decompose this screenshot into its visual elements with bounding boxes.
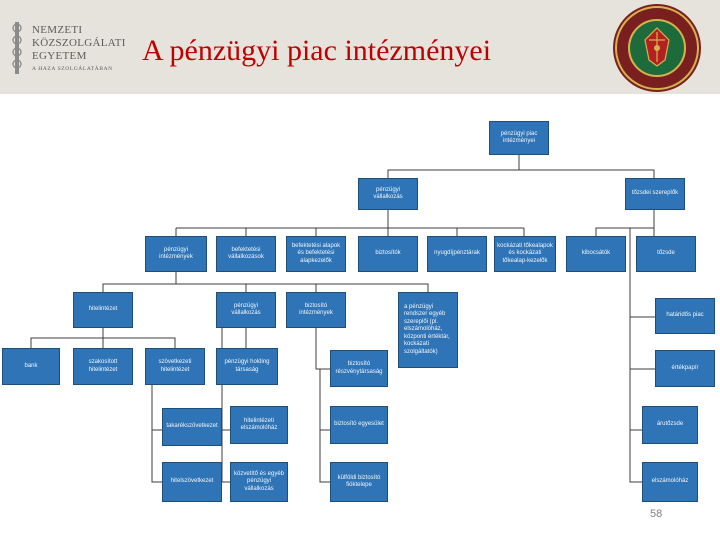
node-penzugyi-vallalkozas-top: pénzügyi vállalkozás <box>358 178 418 210</box>
node-befektetesi-alapok: befektetési alapok és befektetési alapkezelők <box>286 236 346 272</box>
node-tozsde: tőzsde <box>636 236 696 272</box>
node-szakositott-hitelintezet: szakosított hitelintézet <box>73 348 133 385</box>
logo-line-2: KÖZSZOLGÁLATI <box>32 37 126 49</box>
logo-line-3: EGYETEM <box>32 50 87 62</box>
node-kibocsatok: kibocsátók <box>566 236 626 272</box>
node-kulfoldi-biztosito: külföldi biztosító fióktelepe <box>330 462 388 502</box>
node-hatarido: határidős piac <box>655 298 715 334</box>
node-takarekszovetkezet: takarékszövetkezet <box>162 408 222 446</box>
node-elszamolohaz: elszámolóház <box>642 462 698 502</box>
page-number: 58 <box>650 508 663 520</box>
node-kockazati-tokealapok: kockázati tőkealapok és kockázati tőkealap-kezelők <box>494 236 556 272</box>
node-biztosito-intezmenyek: biztosító intézmények <box>286 292 346 328</box>
node-tozsdei-szereplok: tőzsdei szereplők <box>625 178 685 210</box>
node-egyeb-szereplok: a pénzügyi rendszer egyéb szereplői (pl. elszámolóház, központi értéktár, kockázati szolgáltatók) <box>398 292 458 368</box>
node-biztosito-reszvenytarsasag: biztosító részvénytársaság <box>330 350 388 387</box>
node-penzugyi-intezmenyek: pénzügyi intézmények <box>145 236 207 272</box>
node-root: pénzügyi piac intézményei <box>489 121 549 155</box>
page-title: A pénzügyi piac intézményei <box>142 34 492 67</box>
logo-tagline: A HAZA SZOLGÁLATÁBAN <box>32 66 113 72</box>
node-arutozsde: árutőzsde <box>642 406 698 444</box>
node-biztosito-egyesulet: biztosító egyesület <box>330 406 388 444</box>
node-befektetesi-vallalkozasok: befektetési vállalkozások <box>216 236 276 272</box>
node-ertekpapir: értékpapír <box>655 350 715 387</box>
node-bank: bank <box>2 348 60 385</box>
node-kozvetito: közvetítő és egyéb pénzügyi vállalkozás <box>230 462 288 502</box>
node-nyugdijpenztarak: nyugdíjpénztárak <box>427 236 487 272</box>
node-hitelintezet: hitelintézet <box>73 292 133 328</box>
node-hitelszovetkezet: hitelszövetkezet <box>162 462 222 502</box>
logo-line-1: NEMZETI <box>32 24 83 36</box>
node-penzugyi-vallalkozas: pénzügyi vállalkozás <box>216 292 276 328</box>
node-hitelintezeti-elszamolohaz: hitelintézeti elszámolóház <box>230 406 288 444</box>
node-szovetkezeti-hitelintezet: szövetkezeti hitelintézet <box>145 348 205 385</box>
node-penzugyi-holding: pénzügyi holding társaság <box>216 348 278 385</box>
node-biztositok: biztosítók <box>358 236 418 272</box>
